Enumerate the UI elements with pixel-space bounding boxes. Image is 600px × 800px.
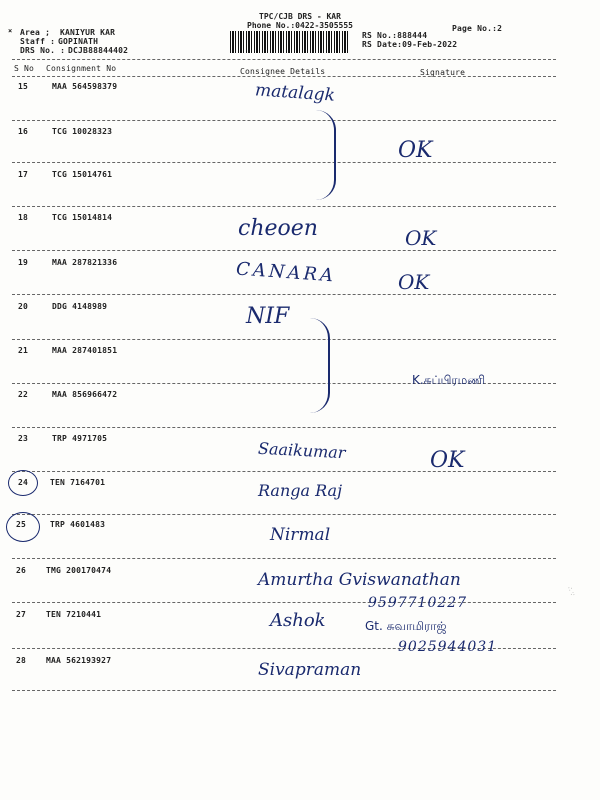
row-divider <box>12 250 556 251</box>
row-consignment: MAA 562193927 <box>46 656 112 665</box>
drs-label: DRS No. : <box>20 46 66 55</box>
row-sno: 16 <box>18 127 29 136</box>
row-consignment: MAA 287401851 <box>52 346 118 355</box>
bracket-mark <box>300 318 330 413</box>
handwritten-name: cheoen <box>238 216 318 241</box>
staff-label: Staff : <box>20 37 56 46</box>
row-sno: 24 <box>18 478 29 487</box>
row-consignment: TRP 4601483 <box>50 520 106 529</box>
circle-mark <box>6 512 40 542</box>
row-consignment: MAA 287821336 <box>52 258 118 267</box>
row-consignment: TMG 200170474 <box>46 566 112 575</box>
row-consignment: DDG 4148989 <box>52 302 108 311</box>
row-divider <box>12 120 556 121</box>
handwritten-ok: OK <box>398 270 430 294</box>
handwritten-signature: Gt. சுவாமிராஜ் <box>365 619 447 633</box>
barcode-icon <box>230 31 350 53</box>
corner-mark: × <box>8 27 13 35</box>
row-divider <box>12 206 556 207</box>
row-consignment: MAA 564598379 <box>52 82 118 91</box>
row-divider <box>12 602 556 603</box>
handwritten-name: Sivapraman <box>258 660 362 680</box>
staff-value: GOPINATH <box>58 37 99 46</box>
header-divider <box>12 59 556 60</box>
handwritten-name: NIF <box>246 304 290 329</box>
row-consignment: TEN 7164701 <box>50 478 106 487</box>
handwritten-name: Saaikumar <box>257 438 346 463</box>
page-number: Page No.:2 <box>452 24 503 33</box>
handwritten-name: Amurtha Gviswanathan <box>258 570 461 590</box>
row-consignment: TCG 10028323 <box>52 127 113 136</box>
row-consignment: TEN 7210441 <box>46 610 102 619</box>
handwritten-name: matalagk <box>254 80 336 106</box>
handwritten-ok: OK <box>405 226 437 250</box>
row-sno: 17 <box>18 170 29 179</box>
row-sno: 19 <box>18 258 29 267</box>
row-divider <box>12 558 556 559</box>
handwritten-phone: 9597710227 <box>368 595 468 611</box>
row-sno: 21 <box>18 346 29 355</box>
row-consignment: TCG 15014814 <box>52 213 113 222</box>
handwritten-name: Ashok <box>270 610 326 631</box>
header-divider <box>12 76 556 77</box>
row-divider <box>12 162 556 163</box>
phone-number: Phone No.:0422-3505555 <box>247 21 353 30</box>
col-consignment: Consignment No <box>46 64 117 73</box>
row-sno: 20 <box>18 302 29 311</box>
handwritten-name: Nirmal <box>270 525 331 545</box>
row-sno: 28 <box>16 656 27 665</box>
row-consignment: MAA 856966472 <box>52 390 118 399</box>
handwritten-ok: OK <box>430 448 465 473</box>
row-divider <box>12 427 556 428</box>
row-sno: 27 <box>16 610 27 619</box>
rs-date: RS Date:09-Feb-2022 <box>362 40 458 49</box>
row-sno: 25 <box>16 520 27 529</box>
bracket-mark <box>306 110 336 200</box>
rs-number: RS No.:888444 <box>362 31 428 40</box>
row-divider <box>12 471 556 472</box>
handwritten-name: CANARA <box>235 258 337 287</box>
area-label: Area ; <box>20 28 51 37</box>
area-value: KANIYUR KAR <box>60 28 116 37</box>
row-divider <box>12 339 556 340</box>
row-sno: 23 <box>18 434 29 443</box>
handwritten-signature: K.சுப்பிரமணி <box>412 373 486 387</box>
row-divider <box>12 294 556 295</box>
scuff-mark: ∴ ∵ <box>565 585 576 598</box>
sheet-title: TPC/CJB DRS - KAR <box>259 12 341 21</box>
col-sno: S No <box>14 64 35 73</box>
circle-mark <box>8 470 38 496</box>
handwritten-ok: OK <box>398 138 433 163</box>
handwritten-phone: 9025944031 <box>398 639 498 655</box>
handwritten-name: Ranga Raj <box>258 481 343 500</box>
row-sno: 26 <box>16 566 27 575</box>
row-sno: 15 <box>18 82 29 91</box>
col-signature: Signature <box>420 68 466 77</box>
drs-value: DCJB88844402 <box>68 46 129 55</box>
row-consignment: TCG 15014761 <box>52 170 113 179</box>
row-divider <box>12 514 556 515</box>
row-consignment: TRP 4971705 <box>52 434 108 443</box>
col-consignee: Consignee Details <box>240 67 326 76</box>
row-sno: 18 <box>18 213 29 222</box>
row-sno: 22 <box>18 390 29 399</box>
row-divider <box>12 690 556 691</box>
